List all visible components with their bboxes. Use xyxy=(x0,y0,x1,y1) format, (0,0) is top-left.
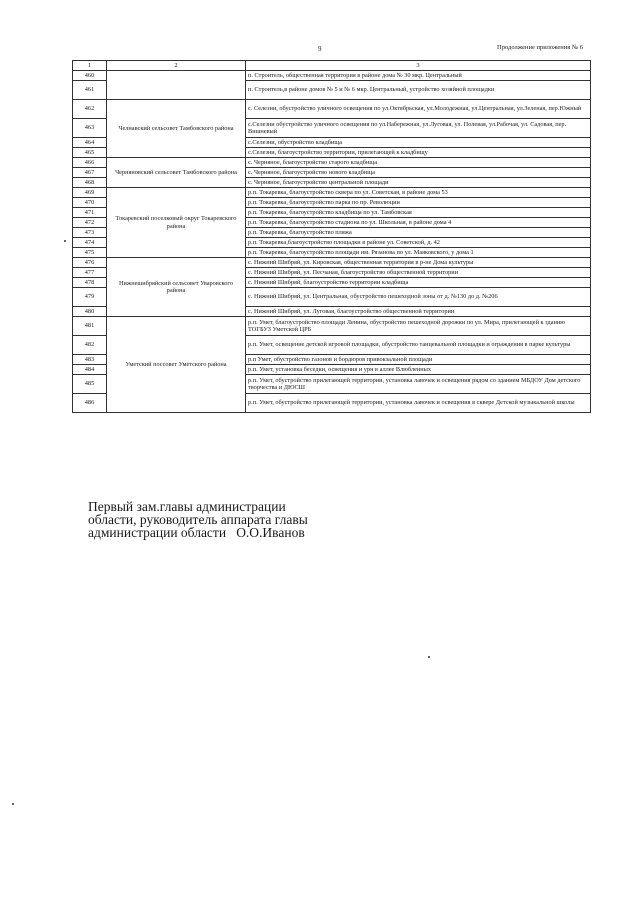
projects-table xyxy=(72,60,591,413)
row-number: 472 xyxy=(73,218,107,228)
row-description: р.п. Токаревка, благоустройство площади им. Рязанова по ул. Маяковского, у дома 1 xyxy=(246,248,591,258)
area-cell: Токаревский поселковый округ Токаревского района xyxy=(107,188,246,258)
row-number: 471 xyxy=(73,208,107,218)
area-cell: Нижнешибряйский сельсовет Уваровского района xyxy=(107,258,246,317)
signatory-title-line-2: области, руководитель аппарата главы xyxy=(88,512,308,527)
row-number: 481 xyxy=(73,317,107,336)
row-description: с.Селезни, благоустройство территории, прилегающей к кладбищу xyxy=(246,148,591,158)
row-description: с. Нижний Шибряй, ул. Центральная, обустройство пешеходной зоны от д. №130 до д. №206 xyxy=(246,288,591,307)
scan-artifact xyxy=(428,656,430,658)
row-description: р.п. Токаревка, благоустройство сквера по ул. Советская, в районе дома 53 xyxy=(246,188,591,198)
row-number: 465 xyxy=(73,148,107,158)
column-header: 2 xyxy=(107,61,246,71)
row-description: р.п. Умет, установка беседки, освещения и урн в аллее Влюбленных xyxy=(246,365,591,375)
continuation-note: Продолжение приложения № 6 xyxy=(497,44,583,51)
row-number: 461 xyxy=(73,81,107,100)
row-description: р.п. Умет, обустройство прилегающей территории, установка лавочек и освещения рядом со зданием МБДОУ Дом детского творчества и ДЮСШ xyxy=(246,375,591,394)
row-number: 468 xyxy=(73,178,107,188)
row-number: 464 xyxy=(73,138,107,148)
row-description: п. Строитель,в районе домов № 5 и № 6 мкр. Центральный, устройство хозяйной площадки xyxy=(246,81,591,100)
row-number: 462 xyxy=(73,100,107,119)
row-number: 480 xyxy=(73,307,107,317)
table-row xyxy=(73,71,591,81)
row-number: 473 xyxy=(73,228,107,238)
row-number: 485 xyxy=(73,375,107,394)
row-description: р.п Умет, обустройство газонов и бордюров привокзальной площади xyxy=(246,355,591,365)
area-cell: Уметский поссовет Уметского района xyxy=(107,317,246,413)
row-description: р.п. Умет, благоустройство площади Ленина, обустройство пешеходной дорожки по ул. Мира, прилегающей к зданию ТОГБУЗ Уметской ЦРБ xyxy=(246,317,591,336)
row-description: р.п. Токаревка, благоустройство стадиона по ул. Школьная, в районе дома 4 xyxy=(246,218,591,228)
row-number: 460 xyxy=(73,71,107,81)
row-number: 469 xyxy=(73,188,107,198)
row-description: с. Нижний Шибряй, благоустройство территории кладбища xyxy=(246,278,591,288)
row-description: с. Нижний Шибряй, ул. Луговая, благоустройство общественной территории xyxy=(246,307,591,317)
column-header: 3 xyxy=(246,61,591,71)
row-description: с.Селезни, обустройство кладбища xyxy=(246,138,591,148)
table-row xyxy=(73,317,591,336)
row-number: 478 xyxy=(73,278,107,288)
row-description: р.п. Умет, обустройство прилегающей территории, установка лавочек и освещения в сквере Детской музыкальной школы xyxy=(246,394,591,413)
row-number: 470 xyxy=(73,198,107,208)
row-number: 477 xyxy=(73,268,107,278)
signatory-title-line-3-text: администрации области xyxy=(88,525,227,540)
scan-artifact xyxy=(64,240,66,242)
row-description: р.п. Токаревка, благоустройство кладбища по ул. Тамбовская xyxy=(246,208,591,218)
row-number: 475 xyxy=(73,248,107,258)
table-row xyxy=(73,258,591,268)
row-number: 466 xyxy=(73,158,107,168)
row-description: р.п. Токаревка,благоустройство площадки в районе ул. Советской, д. 42 xyxy=(246,238,591,248)
row-description: с.Селезни обустройство уличного освещения по ул.Набережная, ул.Луговая, ул. Полевая, ул.Рабочая, ул. Садовая, пер. Вишневый xyxy=(246,119,591,138)
row-number: 486 xyxy=(73,394,107,413)
row-number: 479 xyxy=(73,288,107,307)
row-description: с. Черняное, благоустройство нового кладбища xyxy=(246,168,591,178)
row-description: с. Селезни, обустройство уличного освещения по ул.Октябрьская, ул.Молодежная, ул.Центральная, ул.Зеленая, пер.Южный xyxy=(246,100,591,119)
row-description: р.п. Токаревка, благоустройство парка по пр. Революции xyxy=(246,198,591,208)
row-number: 484 xyxy=(73,365,107,375)
row-number: 482 xyxy=(73,336,107,355)
row-description: с. Черняное, благоустройство центральной площади xyxy=(246,178,591,188)
signatory-name: О.О.Иванов xyxy=(236,525,305,540)
row-description: р.п. Токаревка, благоустройство пляжа xyxy=(246,228,591,238)
area-cell xyxy=(107,71,246,100)
table-header-row xyxy=(73,61,591,71)
row-description: с. Нижний Шибряй, ул. Кировская, общественная территория в р-не Дома культуры xyxy=(246,258,591,268)
row-number: 474 xyxy=(73,238,107,248)
signatory-title-line-3 xyxy=(88,526,418,539)
table-row xyxy=(73,100,591,119)
row-description: п. Строитель, общественная территория в районе дома № 30 мкр. Центральный xyxy=(246,71,591,81)
row-number: 467 xyxy=(73,168,107,178)
column-header: 1 xyxy=(73,61,107,71)
area-cell: Челнавский сельсовет Тамбовского района xyxy=(107,100,246,158)
row-number: 483 xyxy=(73,355,107,365)
row-description: с. Нижний Шибряй, ул. Песчаная, благоустройство общественной территории xyxy=(246,268,591,278)
signature-block xyxy=(88,500,418,539)
signatory-title-line-1: Первый зам.главы администрации xyxy=(88,499,286,514)
row-number: 463 xyxy=(73,119,107,138)
area-cell: Черняновский сельсовет Тамбовского района xyxy=(107,158,246,188)
row-description: с. Черняное, благоустройство старого кладбища xyxy=(246,158,591,168)
page-number: 9 xyxy=(318,45,322,53)
row-description: р.п. Умет, освещение детской игровой площадки, обустройство танцевальной площадки и ограждения в парке культуры xyxy=(246,336,591,355)
scan-artifact xyxy=(12,803,14,805)
row-number: 476 xyxy=(73,258,107,268)
table-row xyxy=(73,158,591,168)
table-row xyxy=(73,188,591,198)
